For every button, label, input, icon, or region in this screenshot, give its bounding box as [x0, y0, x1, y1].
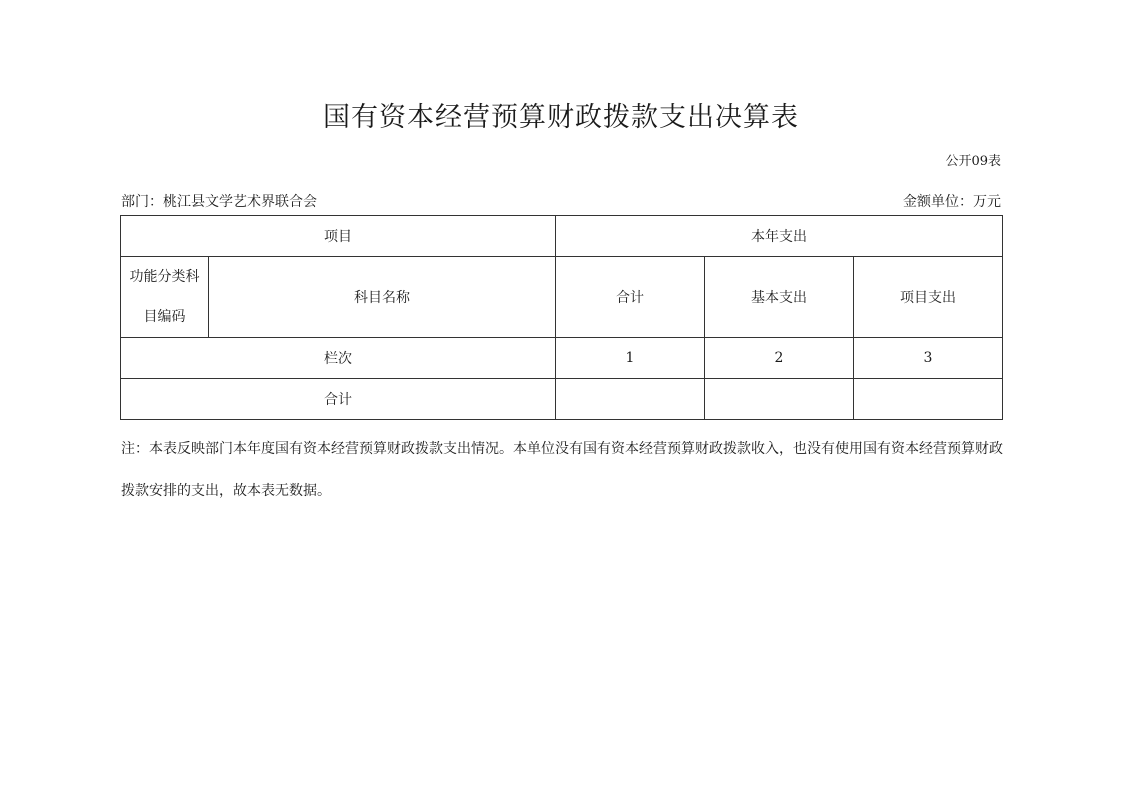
table-total-row: [121, 379, 1003, 420]
footnote: 注：本表反映部门本年度国有资本经营预算财政拨款支出情况。本单位没有国有资本经营预算财政拨款收入，也没有使用国有资本经营预算财政拨款安排的支出，故本表无数据。: [121, 441, 1003, 499]
index-2: 2: [705, 338, 854, 379]
header-item: 项目: [121, 216, 556, 257]
index-1: 1: [556, 338, 705, 379]
total-value-basic: [705, 379, 854, 420]
header-total: 合计: [556, 257, 705, 338]
table-subheader-row: [121, 257, 1003, 338]
form-code: 公开09表: [945, 154, 1001, 169]
total-value-total: [556, 379, 705, 420]
table-header-row: [121, 216, 1003, 257]
header-subject-name: 科目名称: [209, 257, 556, 338]
expenditure-table: [120, 215, 1003, 420]
header-current-year-expenditure: 本年支出: [556, 216, 1003, 257]
total-value-project: [854, 379, 1003, 420]
index-3: 3: [854, 338, 1003, 379]
department-label: 部门：桃江县文学艺术界联合会: [121, 194, 317, 210]
header-basic-expenditure: 基本支出: [705, 257, 854, 338]
header-project-expenditure: 项目支出: [854, 257, 1003, 338]
document-title: 国有资本经营预算财政拨款支出决算表: [323, 102, 799, 133]
amount-unit-label: 金额单位：万元: [903, 194, 1001, 210]
row-total-label: 合计: [121, 379, 556, 420]
header-function-code: 功能分类科目编码: [121, 257, 209, 338]
row-index-label: 栏次: [121, 338, 556, 379]
table-index-row: [121, 338, 1003, 379]
